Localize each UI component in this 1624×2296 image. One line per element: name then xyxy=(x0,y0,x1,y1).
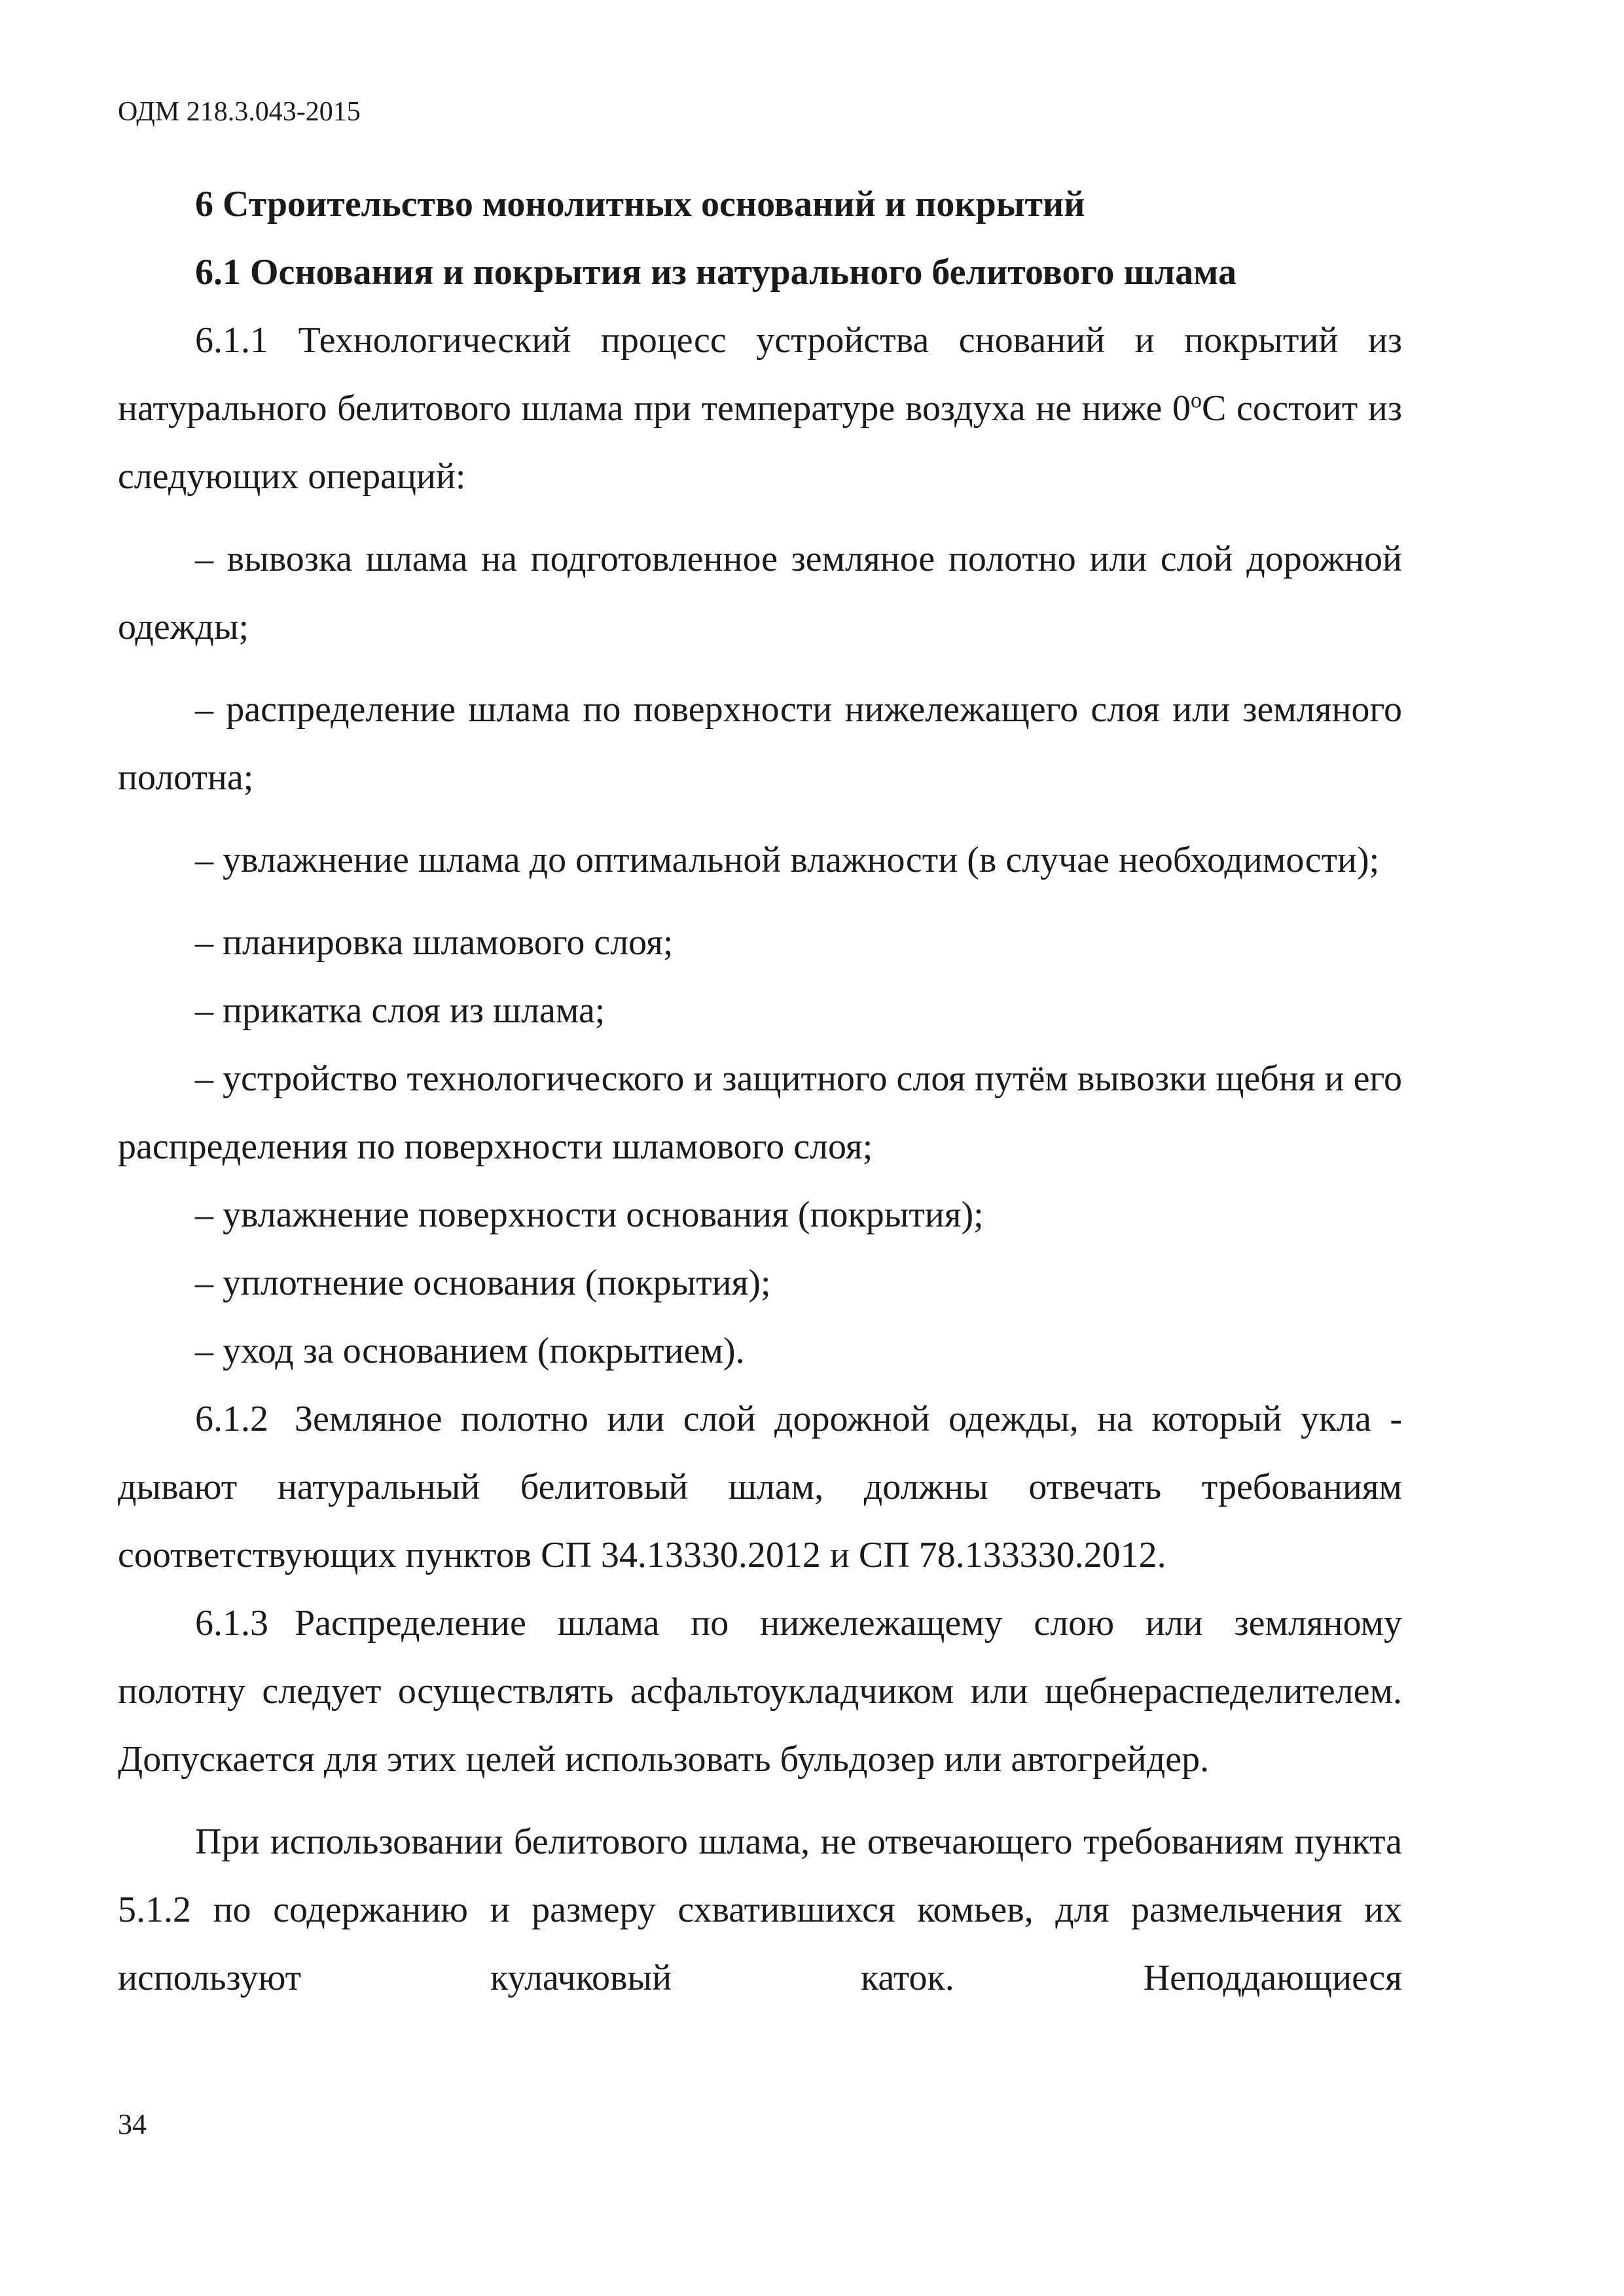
paragraph-text: С состоит из следующих операций: xyxy=(118,388,1402,497)
list-item: – уплотнение основания (покрытия); xyxy=(195,1263,771,1303)
list-item: – распределение шлама по поверхности нижележащего слоя или земляного полотна; xyxy=(118,689,1402,798)
paragraph-text: Земляное полотно или слой дорожной одежды, на который укла - дывают натуральный белитовый шлам, должны отвечать требованиям соответствующих пунктов СП 34.13330.2012 и СП 78.133330.2012. xyxy=(118,1399,1402,1575)
section-heading: 6 Строительство монолитных оснований и покрытий xyxy=(195,184,1085,224)
page-body xyxy=(118,170,1402,2012)
paragraph-6-1-1 xyxy=(118,306,1402,511)
paragraph-text: Распределение шлама по нижележащему слою или земляному полотну следует осуществлять асфальтоукладчиком или щебнераспеделителем. Допускается для этих целей использовать бульдозер или автогрейдер. xyxy=(118,1603,1402,1780)
degree-mark: о xyxy=(1191,388,1202,413)
paragraph-6-1-2 xyxy=(118,1385,1402,1589)
paragraph-text: 6.1.1 Технологический процесс устройства снований и покрытий из натурального белитового шлама при температуре воздуха не ниже 0 xyxy=(118,320,1402,429)
page-number: 34 xyxy=(118,2108,147,2140)
list-item: – прикатка слоя из шлама; xyxy=(195,990,605,1031)
clause-number: 6.1.3 xyxy=(195,1603,268,1643)
paragraph-6-1-3 xyxy=(118,1589,1402,1793)
clause-number: 6.1.2 xyxy=(195,1399,268,1439)
list-item: – увлажнение поверхности основания (покрытия); xyxy=(195,1194,984,1235)
list-item: – увлажнение шлама до оптимальной влажности (в случае необходимости); xyxy=(195,840,1380,880)
list-item: – планировка шламового слоя; xyxy=(195,922,674,963)
list-item: – устройство технологического и защитного слоя путём вывозки щебня и его распределения по поверхности шламового слоя; xyxy=(118,1058,1402,1167)
paragraph-continued: При использовании белитового шлама, не отвечающего требованиям пункта 5.1.2 по содержанию и размеру схватившихся комьев, для размельчения их используют кулачковый каток. Неподдающиеся xyxy=(118,1821,1402,1998)
document-code: ОДМ 218.3.043-2015 xyxy=(118,97,361,127)
list-item: – уход за основанием (покрытием). xyxy=(195,1331,745,1371)
subsection-heading: 6.1 Основания и покрытия из натурального белитового шлама xyxy=(195,252,1236,293)
list-item: – вывозка шлама на подготовленное земляное полотно или слой дорожной одежды; xyxy=(118,539,1402,647)
